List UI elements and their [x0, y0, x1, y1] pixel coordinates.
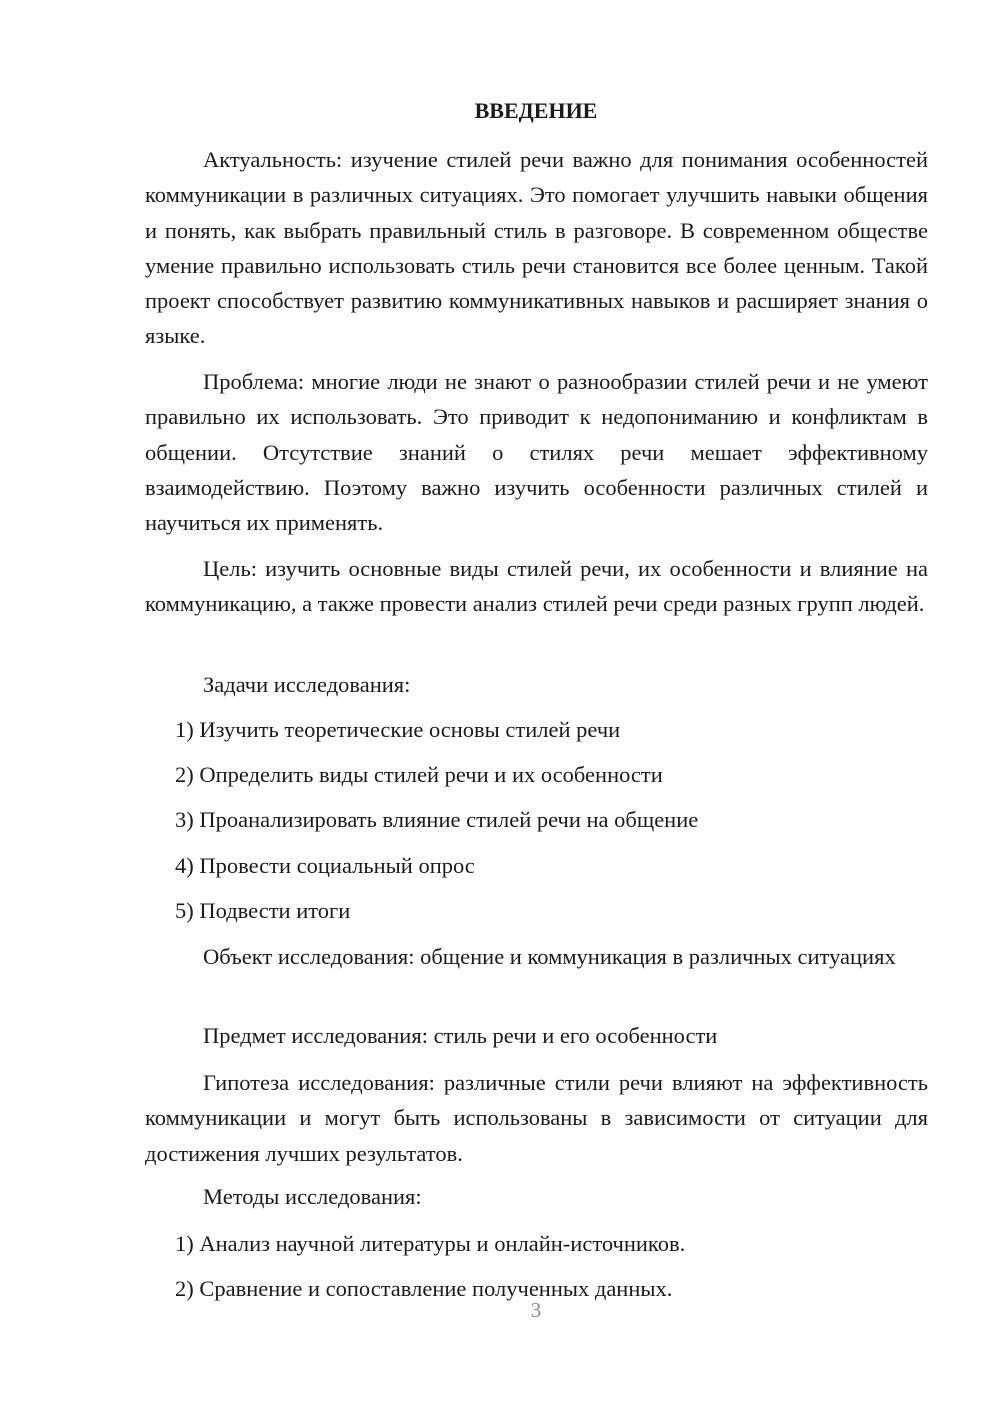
- page-title: ВВЕДЕНИЕ: [474, 98, 598, 123]
- relevance-paragraph: Актуальность: изучение стилей речи важно для понимания особенностей коммуникации в различных ситуациях. Это помогает улучшить навыки общения и понять, как выбрать правильный стиль в разговоре. В современном обществе умение правильно использовать стиль речи становится все более ценным. Такой проект способствует развитию коммуникативных навыков и расширяет знания о языке.: [145, 147, 928, 349]
- method-item: 1) Анализ научной литературы и онлайн-источников.: [175, 1231, 686, 1256]
- methods-heading: Методы исследования:: [203, 1184, 422, 1209]
- task-item: 5) Подвести итоги: [175, 898, 351, 923]
- task-item: 1) Изучить теоретические основы стилей речи: [175, 717, 621, 742]
- task-item: 3) Проанализировать влияние стилей речи на общение: [175, 807, 699, 832]
- method-item: 2) Сравнение и сопоставление полученных данных.: [175, 1276, 673, 1301]
- object-paragraph: Объект исследования: общение и коммуникация в различных ситуациях: [203, 944, 896, 969]
- problem-paragraph: Проблема: многие люди не знают о разнообразии стилей речи и не умеют правильно их использовать. Это приводит к недопониманию и конфликтам в общении. Отсутствие знаний о стилях речи мешает эффективному взаимодействию. Поэтому важно изучить особенности различных стилей и научиться их применять.: [145, 369, 928, 536]
- subject-paragraph: Предмет исследования: стиль речи и его особенности: [203, 1023, 718, 1048]
- task-item: 4) Провести социальный опрос: [175, 853, 475, 878]
- goal-paragraph: Цель: изучить основные виды стилей речи, их особенности и влияние на коммуникацию, а также провести анализ стилей речи среди разных групп людей.: [145, 556, 928, 617]
- task-item: 2) Определить виды стилей речи и их особенности: [175, 762, 663, 787]
- page-number: 3: [530, 1298, 542, 1322]
- hypothesis-paragraph: Гипотеза исследования: различные стили речи влияют на эффективность коммуникации и могут быть использованы в зависимости от ситуации для достижения лучших результатов.: [145, 1070, 928, 1166]
- tasks-heading: Задачи исследования:: [203, 672, 411, 697]
